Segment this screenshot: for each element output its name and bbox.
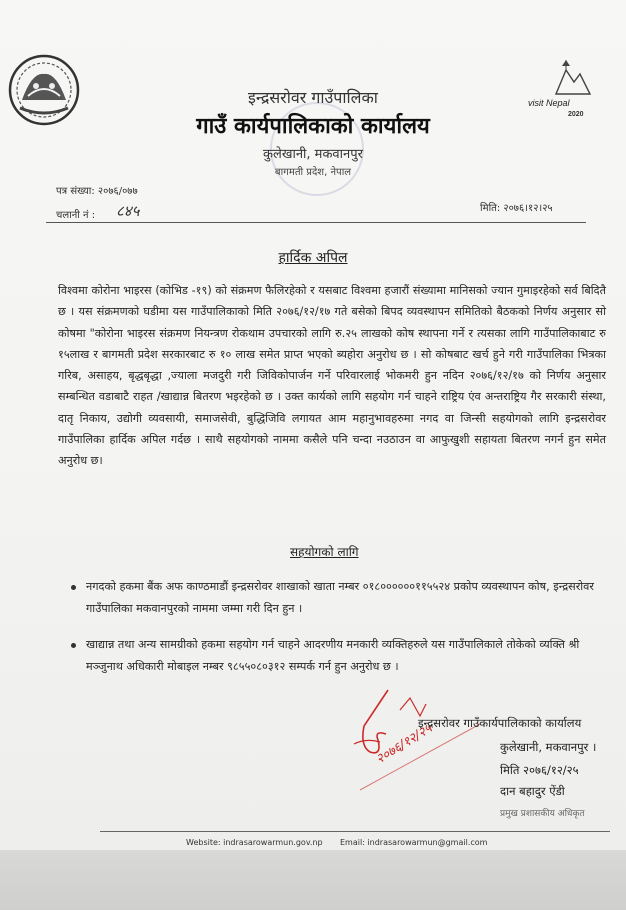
dispatch-label: चलानी नं : <box>56 210 96 221</box>
signatory-date: मिति २०७६/१२/२५ <box>500 763 579 777</box>
support-section-title: सहयोगको लागि <box>290 545 359 559</box>
signatory-office: इन्द्रसरोवर गाउँकार्यपालिकाको कार्यालय <box>418 716 582 730</box>
footer-email: Email: indrasarowarmun@gmail.com <box>340 838 488 847</box>
bullet-cash-text: नगदको हकमा बैंक अफ काण्ठमाडौं इन्द्रसरोवर शाखाको खाता नम्बर ०१८००००००११५५२४ प्रकोप व्यवस्थापन कोष, इन्द्रसरोवर गाउँपालिका मकवानपुरको नाममा जम्मा गरी दिन हुन । <box>86 580 594 615</box>
bullet-goods-text: खाद्यान्न तथा अन्य सामग्रीको हकमा सहयोग गर्न चाहने आदरणीय मनकारी व्यक्तिहरुले यस गाउँपालिकाले तोकेको व्यक्ति श्री मञ्जुनाथ अधिकारी मोबाइल नम्बर ९८५५०८०३१२ सम्पर्क गर्न हुन अनुरोध छ । <box>86 638 580 673</box>
signatory-name: दान बहादुर ऐंडी <box>500 784 565 798</box>
header-divider <box>46 222 586 223</box>
footer-website: Website: indrasarowarmun.gov.np <box>186 838 323 847</box>
bullet-dot-icon <box>71 585 76 590</box>
visit-nepal-year: 2020 <box>568 111 584 118</box>
bullet-dot-icon <box>71 643 76 648</box>
municipality-name: इन्द्रसरोवर गाउँपालिका <box>248 88 378 107</box>
appeal-title: हार्दिक अपिल <box>278 250 348 266</box>
dispatch-number: ८४५ <box>116 202 140 220</box>
signatory-place: कुलेखानी, मकवानपुर । <box>500 740 597 754</box>
province-name: बागमती प्रदेश, नेपाल <box>274 167 352 178</box>
bullet-cash <box>86 576 606 620</box>
visit-nepal-text: visit Nepal <box>528 98 570 108</box>
background-surface <box>0 850 626 910</box>
appeal-body: विश्वमा कोरोना भाइरस (कोभिड -१९) को संक्रमण फैलिरहेको र यसबाट विश्वमा हजारौं संख्यामा मानिसको ज्यान गुमाइरहेको सर्व बिदितै छ । यस संक्रमणको घडीमा यस गाउँपालिकाको मिति २०७६/१२/१७ गते बसेको बिपद व्यवस्थापन समितिको बैठकको निर्णय अनुसार सो कोषमा "कोरोना भाइरस संक्रमण नियन्त्रण रोकथाम उपचारको लागि रु.२५ लाखको कोष स्थापना गर्ने र त्यसका लागि गाउँपालिकाबाट रु १५लाख र बागमती प्रदेश सरकारबाट रु १० लाख समेत प्राप्त भएको ब्यहोरा अनुरोध छ । सो कोषबाट खर्च हुने गरी गाउँपालिका भित्रका गरिब, असाहय, बृद्धबृद्धा ,ज्याला मजदुरी गरी जिविकोपार्जन गर्ने परिवारलाई भोकमरी हुन नदिन २०७६/१२/१७ को निर्णय अनुसार सम्बन्धित वडाबाटै राहत /खाद्यान्न बितरण भइरहेको छ । उक्त कार्यको लागि सहयोग गर्न चाहने राष्ट्रिय एंव अन्तराष्ट्रिय गैर सरकारी संस्था, दातृ निकाय, उद्योगी व्यवसायी, समाजसेवी, बुद्धिजिवि लगायत आम महानुभावहरुमा नगद वा जिन्सी सहयोगको लागि इन्द्रसरोवर गाउँपालिका हार्दिक अपिल गर्दछ । साथै सहयोगको नाममा कसैले पनि चन्दा नउठाउन वा आफुखुशी सहायता बितरण नगर्न हुन समेत अनुरोध छ। <box>58 284 606 468</box>
letter-number: पत्र संख्या: २०७६/०७७ <box>56 186 138 197</box>
bullet-goods <box>86 634 606 678</box>
letter-date: मिति: २०७६।१२।२५ <box>480 203 553 214</box>
office-location: कुलेखानी, मकवानपुर <box>263 147 363 162</box>
office-title: गाउँ कार्यपालिकाको कार्यालय <box>196 114 430 139</box>
handwritten-date: २०७६/१२/२५ <box>373 721 435 768</box>
footer-divider <box>100 831 610 832</box>
signatory-title: प्रमुख प्रशासकीय अधिकृत <box>500 809 585 819</box>
